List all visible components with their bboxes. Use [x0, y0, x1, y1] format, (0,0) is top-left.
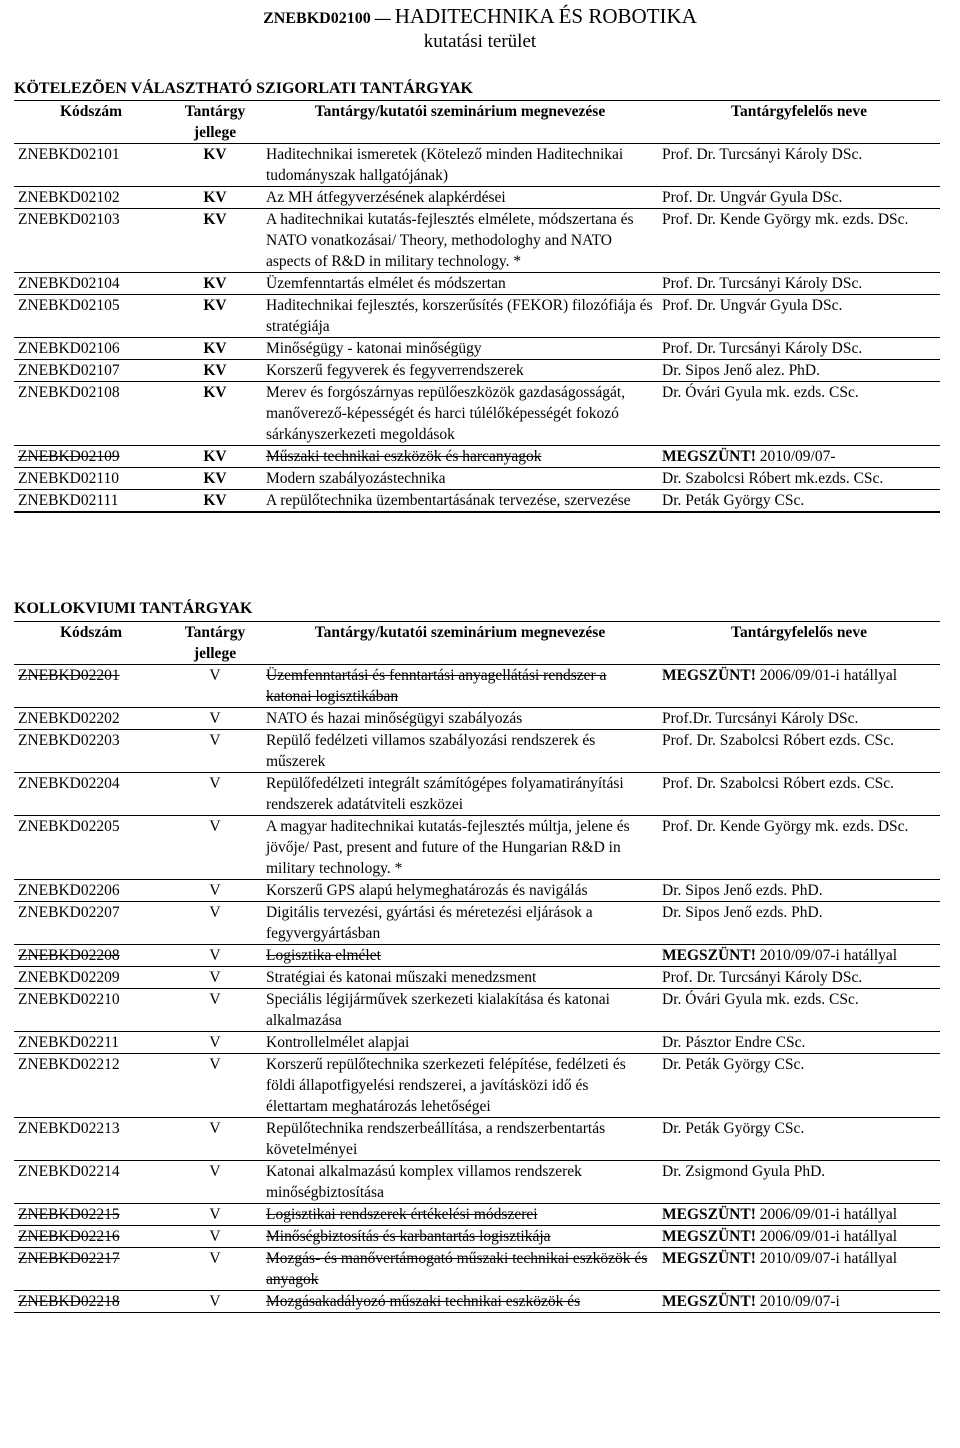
course-name: Mozgásakadályozó műszaki technikai eszközök és [262, 1291, 658, 1313]
course-code: ZNEBKD02213 [14, 1118, 168, 1161]
program-title: HADITECHNIKA ÉS ROBOTIKA [394, 4, 697, 28]
discontinued-date: 2010/09/07-i hatállyal [755, 947, 898, 964]
discontinued-label: MEGSZÜNT! [662, 1250, 756, 1267]
course-code: ZNEBKD02110 [14, 468, 168, 490]
table-row [14, 273, 940, 295]
section2-table [14, 621, 940, 1313]
discontinued-date: 2006/09/01-i hatállyal [755, 667, 898, 684]
course-code: ZNEBKD02209 [14, 967, 168, 989]
section1-body [14, 144, 940, 513]
discontinued-label: MEGSZÜNT! [662, 1206, 756, 1223]
course-responsible: Dr. Peták György CSc. [658, 1118, 940, 1161]
course-name: A repülőtechnika üzembentartásának tervezése, szervezése [262, 490, 658, 513]
course-type: V [168, 1161, 262, 1204]
col-header-type: Tantárgy jellege [168, 622, 262, 665]
course-responsible: Dr. Peták György CSc. [658, 490, 940, 513]
col-header-person: Tantárgyfelelős neve [658, 622, 940, 665]
table-row [14, 967, 940, 989]
course-type: V [168, 1204, 262, 1226]
col-header-person: Tantárgyfelelős neve [658, 101, 940, 144]
course-responsible: Dr. Szabolcsi Róbert mk.ezds. CSc. [658, 468, 940, 490]
course-code: ZNEBKD02217 [14, 1248, 168, 1291]
course-type: KV [168, 468, 262, 490]
table-row [14, 446, 940, 468]
course-responsible [658, 945, 940, 967]
course-name: Repülőfedélzeti integrált számítógépes folyamatirányítási rendszerek adatátviteli eszközei [262, 773, 658, 816]
col-header-type: Tantárgy jellege [168, 101, 262, 144]
section2-body [14, 665, 940, 1313]
course-responsible: Prof. Dr. Szabolcsi Róbert ezds. CSc. [658, 773, 940, 816]
course-type: KV [168, 295, 262, 338]
table-row [14, 1291, 940, 1313]
course-type: V [168, 945, 262, 967]
section1-table [14, 100, 940, 513]
course-responsible: Prof. Dr. Ungvár Gyula DSc. [658, 295, 940, 338]
course-code: ZNEBKD02107 [14, 360, 168, 382]
discontinued-label: MEGSZÜNT! [662, 947, 756, 964]
table-row [14, 1248, 940, 1291]
table-row [14, 1204, 940, 1226]
course-code: ZNEBKD02218 [14, 1291, 168, 1313]
course-responsible: Dr. Peták György CSc. [658, 1054, 940, 1118]
course-type: KV [168, 490, 262, 513]
course-responsible [658, 1248, 940, 1291]
course-name: Repülő fedélzeti villamos szabályozási rendszerek és műszerek [262, 730, 658, 773]
course-type: KV [168, 360, 262, 382]
discontinued-date: 2006/09/01-i hatállyal [755, 1206, 898, 1223]
course-responsible: Prof. Dr. Kende György mk. ezds. DSc. [658, 209, 940, 273]
course-responsible: Dr. Óvári Gyula mk. ezds. CSc. [658, 989, 940, 1032]
course-name: Haditechnikai fejlesztés, korszerűsítés (FEKOR) filozófiája és stratégiája [262, 295, 658, 338]
table-row [14, 816, 940, 880]
course-code: ZNEBKD02108 [14, 382, 168, 446]
course-name: Logisztika elmélet [262, 945, 658, 967]
table-row [14, 360, 940, 382]
course-name: Minőségbiztosítás és karbantartás logisztikája [262, 1226, 658, 1248]
course-name: Stratégiai és katonai műszaki menedzsment [262, 967, 658, 989]
course-responsible: Dr. Sipos Jenő ezds. PhD. [658, 902, 940, 945]
course-responsible: Dr. Zsigmond Gyula PhD. [658, 1161, 940, 1204]
table-row [14, 1118, 940, 1161]
course-code: ZNEBKD02205 [14, 816, 168, 880]
col-header-name: Tantárgy/kutatói szeminárium megnevezése [262, 101, 658, 144]
course-code: ZNEBKD02102 [14, 187, 168, 209]
table-row [14, 295, 940, 338]
course-code: ZNEBKD02101 [14, 144, 168, 187]
course-responsible [658, 665, 940, 708]
course-responsible: Dr. Óvári Gyula mk. ezds. CSc. [658, 382, 940, 446]
discontinued-date: 2010/09/07- [755, 448, 836, 465]
course-code: ZNEBKD02204 [14, 773, 168, 816]
course-code: ZNEBKD02207 [14, 902, 168, 945]
section1-header-row [14, 101, 940, 144]
course-type: V [168, 816, 262, 880]
course-code: ZNEBKD02203 [14, 730, 168, 773]
course-name: Modern szabályozástechnika [262, 468, 658, 490]
discontinued-label: MEGSZÜNT! [662, 1228, 756, 1245]
course-code: ZNEBKD02216 [14, 1226, 168, 1248]
table-row [14, 1161, 940, 1204]
course-type: KV [168, 382, 262, 446]
course-name: Üzemfenntartás elmélet és módszertan [262, 273, 658, 295]
course-responsible: Dr. Sipos Jenő ezds. PhD. [658, 880, 940, 902]
course-name: A haditechnikai kutatás-fejlesztés elmélete, módszertana és NATO vonatkozásai/ Theory, methodologhy and NATO aspects of R&D in military technology. * [262, 209, 658, 273]
table-row [14, 382, 940, 446]
table-row [14, 730, 940, 773]
course-type: V [168, 773, 262, 816]
course-name: Haditechnikai ismeretek (Kötelező minden Haditechnikai tudományszak hallgatójának) [262, 144, 658, 187]
course-type: KV [168, 446, 262, 468]
course-responsible: Prof. Dr. Turcsányi Károly DSc. [658, 338, 940, 360]
course-name: Katonai alkalmazású komplex villamos rendszerek minőségbiztosítása [262, 1161, 658, 1204]
course-code: ZNEBKD02105 [14, 295, 168, 338]
section1-title: KÖTELEZÕEN VÁLASZTHATÓ SZIGORLATI TANTÁRGYAK [14, 80, 473, 97]
course-type: KV [168, 144, 262, 187]
course-type: V [168, 1032, 262, 1054]
table-row [14, 1054, 940, 1118]
course-type: V [168, 665, 262, 708]
course-name: Speciális légijárművek szerkezeti kialakítása és katonai alkalmazása [262, 989, 658, 1032]
course-name: Mozgás- és manővertámogató műszaki technikai eszközök és anyagok [262, 1248, 658, 1291]
course-name: Az MH átfegyverzésének alapkérdései [262, 187, 658, 209]
discontinued-label: MEGSZÜNT! [662, 667, 756, 684]
course-responsible: Dr. Pásztor Endre CSc. [658, 1032, 940, 1054]
course-type: KV [168, 187, 262, 209]
table-row [14, 880, 940, 902]
course-name: Merev és forgószárnyas repülőeszközök gazdaságosságát, manőverező-képességét és harci túlélőképességét fokozó sárkányszerkezeti megoldások [262, 382, 658, 446]
course-responsible [658, 1204, 940, 1226]
course-type: KV [168, 273, 262, 295]
discontinued-label: MEGSZÜNT! [662, 448, 756, 465]
table-row [14, 945, 940, 967]
program-code: ZNEBKD02100 [263, 10, 371, 27]
discontinued-date: 2010/09/07-i [755, 1293, 840, 1310]
table-row [14, 989, 940, 1032]
course-code: ZNEBKD02106 [14, 338, 168, 360]
course-code: ZNEBKD02109 [14, 446, 168, 468]
course-type: V [168, 989, 262, 1032]
document-header [0, 0, 960, 53]
course-responsible: Prof. Dr. Szabolcsi Róbert ezds. CSc. [658, 730, 940, 773]
course-code: ZNEBKD02214 [14, 1161, 168, 1204]
course-code: ZNEBKD02211 [14, 1032, 168, 1054]
course-responsible [658, 1291, 940, 1313]
table-row [14, 144, 940, 187]
table-row [14, 1032, 940, 1054]
course-name: NATO és hazai minőségügyi szabályozás [262, 708, 658, 730]
col-header-name: Tantárgy/kutatói szeminárium megnevezése [262, 622, 658, 665]
course-responsible: Prof. Dr. Turcsányi Károly DSc. [658, 273, 940, 295]
course-responsible: Prof. Dr. Turcsányi Károly DSc. [658, 144, 940, 187]
course-code: ZNEBKD02201 [14, 665, 168, 708]
course-code: ZNEBKD02206 [14, 880, 168, 902]
course-name: Kontrollelmélet alapjai [262, 1032, 658, 1054]
course-code: ZNEBKD02210 [14, 989, 168, 1032]
course-code: ZNEBKD02208 [14, 945, 168, 967]
course-type: V [168, 1291, 262, 1313]
course-name: Üzemfenntartási és fenntartási anyagellátási rendszer a katonai logisztikában [262, 665, 658, 708]
course-code: ZNEBKD02212 [14, 1054, 168, 1118]
section2-header-row [14, 622, 940, 665]
header-line-1 [0, 4, 960, 29]
table-row [14, 665, 940, 708]
course-type: KV [168, 209, 262, 273]
course-responsible: Prof.Dr. Turcsányi Károly DSc. [658, 708, 940, 730]
course-code: ZNEBKD02215 [14, 1204, 168, 1226]
course-type: V [168, 902, 262, 945]
table-row [14, 338, 940, 360]
table-row [14, 902, 940, 945]
course-responsible: Prof. Dr. Ungvár Gyula DSc. [658, 187, 940, 209]
course-type: V [168, 967, 262, 989]
course-code: ZNEBKD02202 [14, 708, 168, 730]
course-type: V [168, 880, 262, 902]
col-header-code: Kódszám [14, 622, 168, 665]
section2-title: KOLLOKVIUMI TANTÁRGYAK [14, 600, 253, 617]
course-responsible: Prof. Dr. Turcsányi Károly DSc. [658, 967, 940, 989]
program-subtitle: kutatási terület [423, 31, 537, 52]
course-code: ZNEBKD02104 [14, 273, 168, 295]
discontinued-label: MEGSZÜNT! [662, 1293, 756, 1310]
course-code: ZNEBKD02103 [14, 209, 168, 273]
table-row [14, 708, 940, 730]
table-row [14, 468, 940, 490]
course-name: Logisztikai rendszerek értékelési módszerei [262, 1204, 658, 1226]
course-type: V [168, 1248, 262, 1291]
course-name: A magyar haditechnikai kutatás-fejlesztés múltja, jelene és jövője/ Past, present and future of the Hungarian R&D in military technology. * [262, 816, 658, 880]
course-name: Korszerű repülőtechnika szerkezeti felépítése, fedélzeti és földi állapotfigyelési rendszerei, a javításközi idő és élettartam meghatározás lehetőségei [262, 1054, 658, 1118]
course-name: Minőségügy - katonai minőségügy [262, 338, 658, 360]
course-name: Korszerű fegyverek és fegyverrendszerek [262, 360, 658, 382]
course-responsible [658, 446, 940, 468]
header-dash: — [374, 10, 391, 27]
course-name: Műszaki technikai eszközök és harcanyagok [262, 446, 658, 468]
course-name: Korszerű GPS alapú helymeghatározás és navigálás [262, 880, 658, 902]
course-type: V [168, 1118, 262, 1161]
discontinued-date: 2010/09/07-i hatállyal [755, 1250, 898, 1267]
table-row [14, 187, 940, 209]
course-responsible: Dr. Sipos Jenő alez. PhD. [658, 360, 940, 382]
table-row [14, 1226, 940, 1248]
course-responsible [658, 1226, 940, 1248]
table-row [14, 209, 940, 273]
course-name: Digitális tervezési, gyártási és méretezési eljárások a fegyvergyártásban [262, 902, 658, 945]
course-type: V [168, 730, 262, 773]
table-row [14, 773, 940, 816]
course-type: V [168, 708, 262, 730]
col-header-code: Kódszám [14, 101, 168, 144]
course-type: KV [168, 338, 262, 360]
course-responsible: Prof. Dr. Kende György mk. ezds. DSc. [658, 816, 940, 880]
course-code: ZNEBKD02111 [14, 490, 168, 513]
discontinued-date: 2006/09/01-i hatállyal [755, 1228, 898, 1245]
course-name: Repülőtechnika rendszerbeállítása, a rendszerbentartás követelményei [262, 1118, 658, 1161]
course-type: V [168, 1054, 262, 1118]
course-type: V [168, 1226, 262, 1248]
table-row [14, 490, 940, 513]
